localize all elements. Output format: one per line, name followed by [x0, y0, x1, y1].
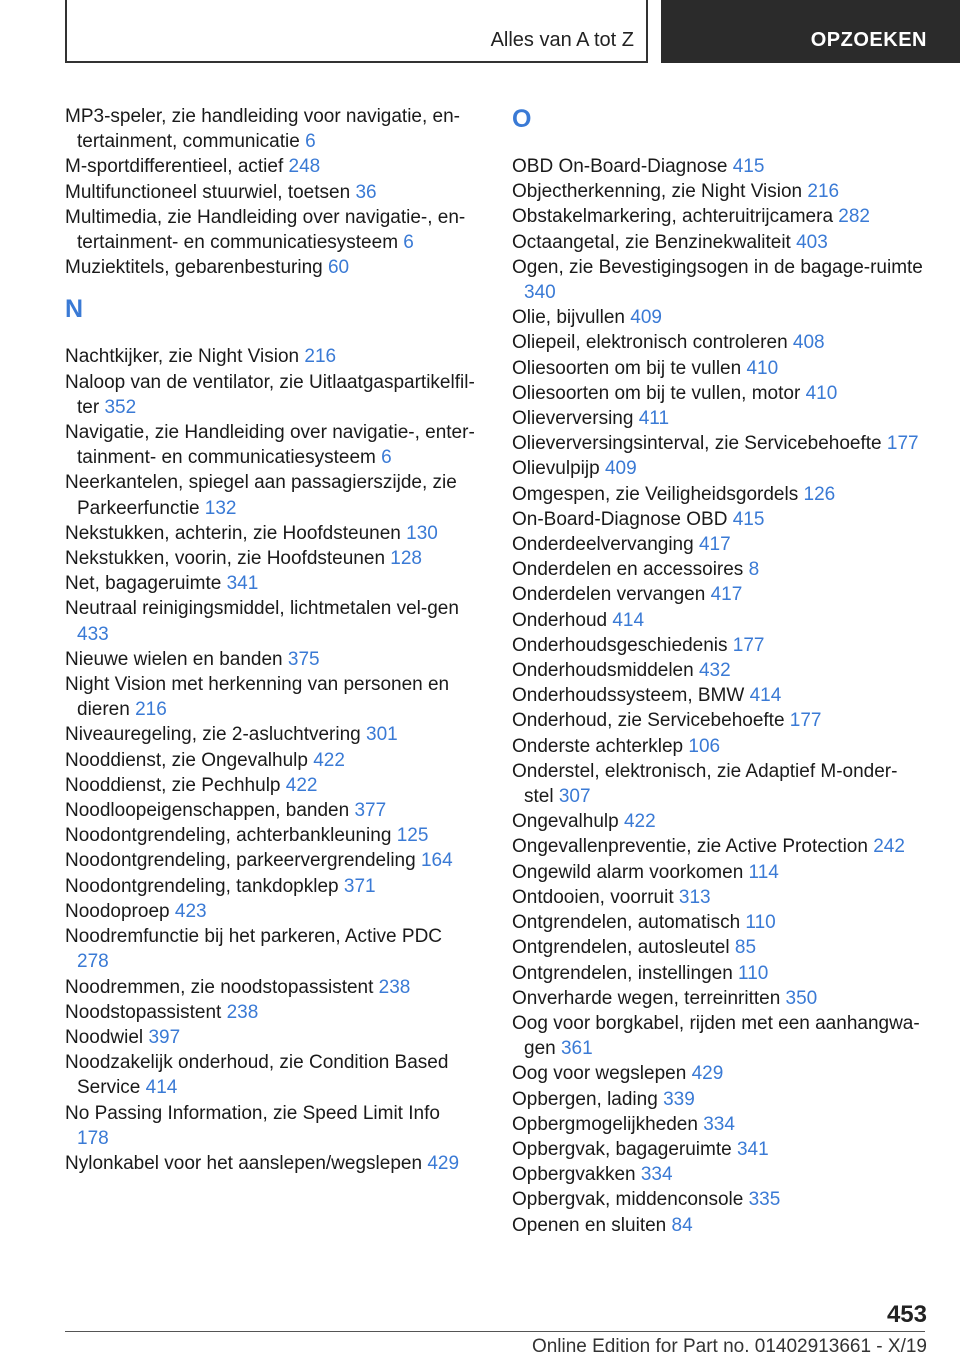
page-link[interactable]: 409 [630, 307, 662, 329]
page-link[interactable]: 335 [748, 1189, 781, 1211]
page-link[interactable]: 301 [366, 724, 398, 746]
index-entry-term: Olieverversing [512, 408, 634, 430]
page-link[interactable]: 410 [746, 357, 779, 379]
index-letter-heading: N [65, 295, 84, 324]
index-entry-term: Noodontgrendeling, achterbankleuning [65, 825, 392, 847]
index-entry-term: Onderstel, elektronisch, zie Adaptief M-onder‐stel [512, 760, 898, 808]
page-link[interactable]: 216 [135, 699, 167, 721]
index-entry-term: Onderdelen vervangen [512, 584, 706, 606]
index-entry-term: Oliesoorten om bij te vullen [512, 357, 742, 379]
page-link[interactable]: 114 [748, 861, 779, 883]
index-entry-term: Nooddienst, zie Pechhulp [65, 774, 281, 796]
index-entry [65, 571, 475, 596]
page-link[interactable]: 409 [604, 458, 637, 480]
index-entry [512, 910, 924, 935]
search-tab[interactable] [661, 0, 960, 63]
index-entry-term: Multimedia, zie Handleiding over navigatie-, en‐tertainment- en communicatiesysteem [65, 206, 466, 254]
index-entry-term: Noodwiel [65, 1026, 144, 1048]
index-entry-term: Noodzakelijk onderhoud, zie Condition Based Service [65, 1052, 449, 1099]
index-entry-term: Onderhoudssysteem, BMW [512, 685, 745, 707]
index-entry-term: Ongewild alarm voorkomen [512, 861, 744, 883]
page-link[interactable]: 411 [638, 408, 670, 430]
page-link[interactable]: 334 [703, 1113, 735, 1135]
index-entry-term: Octaangetal, zie Benzinekwaliteit [512, 231, 791, 253]
index-entry-term: MP3-speler, zie handleiding voor navigatie, en‐tertainment, communicatie [65, 106, 461, 153]
page-link[interactable]: 339 [663, 1088, 695, 1110]
page-link[interactable]: 371 [343, 875, 376, 897]
index-entry [512, 557, 924, 582]
page-link[interactable]: 313 [678, 886, 711, 908]
index-entry [512, 456, 924, 481]
index-entry-term: Niveauregeling, zie 2-asluchtvering [65, 724, 361, 746]
index-entry [512, 154, 924, 179]
footer-divider [65, 1331, 925, 1332]
index-entry [512, 532, 924, 557]
page-number: 453 [886, 1301, 927, 1328]
index-entry [65, 1101, 475, 1151]
index-entry [512, 1162, 924, 1187]
index-entry [512, 507, 924, 532]
index-entry-term: Noodloopeigenschappen, banden [65, 800, 350, 822]
index-entry [512, 633, 924, 658]
index-entry-term: Opbergvak, middenconsole [512, 1189, 744, 1211]
index-entry-term: Opbergmogelijkheden [512, 1113, 698, 1135]
page-link[interactable]: 177 [789, 710, 822, 732]
page-link[interactable]: 84 [671, 1214, 693, 1236]
index-entry-term: Ontgrendelen, instellingen [512, 962, 733, 984]
index-entry-term: Navigatie, zie Handleiding over navigatie-, enter‐tainment- en communicatiesysteem [65, 422, 475, 469]
index-entry-term: On-Board-Diagnose OBD [512, 508, 728, 530]
index-entry-term: Noodremmen, zie noodstopassistent [65, 976, 374, 998]
index-entry-term: Night Vision met herkenning van personen en dieren [65, 674, 450, 721]
index-entry [65, 823, 475, 848]
page-link[interactable]: 106 [688, 735, 721, 757]
index-entry-term: Omgespen, zie Veiligheidsgordels [512, 483, 799, 505]
index-entry [65, 672, 475, 722]
page-link[interactable]: 6 [381, 447, 392, 469]
index-entry [65, 420, 475, 470]
page-link[interactable]: 216 [304, 346, 337, 368]
index-entry [65, 899, 475, 924]
index-entry [65, 647, 475, 672]
index-entry-term: Ontgrendelen, autosleutel [512, 937, 730, 959]
index-entry [512, 255, 924, 305]
index-entry-term: Opbergvak, bagageruimte [512, 1138, 732, 1160]
page-link[interactable]: 429 [691, 1063, 724, 1085]
index-entry [512, 582, 924, 607]
page-link[interactable]: 110 [738, 962, 769, 984]
index-entry [65, 255, 475, 280]
page-link[interactable]: 128 [390, 548, 422, 570]
page-link[interactable]: 375 [287, 648, 320, 670]
page-link[interactable]: 130 [406, 522, 438, 544]
page-link[interactable]: 110 [745, 912, 776, 934]
index-entry [512, 305, 924, 330]
page-link[interactable]: 432 [698, 660, 731, 682]
index-entry-term: Nieuwe wielen en banden [65, 648, 283, 670]
index-entry [512, 330, 924, 355]
index-entry [512, 683, 924, 708]
page-link[interactable]: 6 [403, 232, 414, 254]
page-link[interactable]: 397 [148, 1026, 181, 1048]
index-entry-term: Onderdelen en accessoires [512, 559, 744, 581]
index-entry [65, 848, 475, 873]
index-entry [65, 798, 475, 823]
index-entry [65, 370, 475, 420]
index-entry-term: Noodoproep [65, 900, 170, 922]
index-entry [512, 1213, 924, 1238]
page-link[interactable]: 307 [558, 786, 591, 808]
index-entry [512, 179, 924, 204]
index-entry-term: Opbergen, lading [512, 1088, 658, 1110]
index-entry [512, 381, 924, 406]
index-entry-term: Noodremfunctie bij het parkeren, Active PDC [65, 926, 443, 948]
index-entry-term: Obstakelmarkering, achteruitrijcamera [512, 206, 834, 228]
index-entry-term: Oliepeil, elektronisch controleren [512, 332, 788, 354]
index-entry [512, 935, 924, 960]
index-entry-term: Ontdooien, voorruit [512, 886, 674, 908]
page-link[interactable]: 415 [732, 156, 765, 177]
index-entry [65, 596, 475, 646]
page-link[interactable]: 334 [640, 1164, 673, 1186]
page-link[interactable]: 429 [427, 1152, 460, 1174]
page-link[interactable]: 433 [77, 623, 109, 645]
index-entry-term: Olievulpijp [512, 458, 600, 480]
index-entry-term: Onderste achterklep [512, 735, 684, 757]
index-entry [65, 748, 475, 773]
page-link[interactable]: 278 [77, 951, 109, 973]
index-entry-term: Opbergvakken [512, 1164, 636, 1186]
index-entry-term: Objectherkenning, zie Night Vision [512, 181, 803, 203]
index-entry-term: Noodontgrendeling, tankdopklep [65, 875, 339, 897]
index-entry-term: No Passing Information, zie Speed Limit Info [65, 1102, 440, 1124]
index-entry-term: Onderhoud [512, 609, 608, 631]
index-entry-term: Onderhoud, zie Servicebehoefte [512, 710, 785, 732]
page-link[interactable]: 414 [612, 609, 645, 631]
index-entry [512, 1061, 924, 1086]
index-entry-term: Muziektitels, gebarenbesturing [65, 257, 323, 279]
index-entry [65, 154, 475, 179]
index-entry [512, 658, 924, 683]
index-entry [512, 885, 924, 910]
page-link[interactable]: 282 [838, 206, 870, 228]
index-entry-term: Onderdeelvervanging [512, 534, 694, 556]
index-entry [65, 924, 475, 974]
index-entry [65, 975, 475, 1000]
page-link[interactable]: 422 [623, 811, 656, 833]
index-entry-term: Oliesoorten om bij te vullen, motor [512, 382, 801, 404]
index-entry-term: Nekstukken, achterin, zie Hoofdsteunen [65, 522, 401, 544]
index-entry-term: Onderhoudsgeschiedenis [512, 634, 728, 656]
search-button[interactable]: OPZOEKEN [810, 29, 927, 51]
index-entry-term: Onverharde wegen, terreinritten [512, 987, 781, 1009]
index-entry [512, 834, 924, 859]
index-entry [512, 1112, 924, 1137]
index-entry [65, 205, 475, 255]
index-entry-term: Naloop van de ventilator, zie Uitlaatgaspartikelfil‐ter [65, 371, 475, 418]
index-entry [65, 470, 475, 520]
edition-note: Online Edition for Part no. 01402913661 - X/19 [531, 1336, 927, 1357]
page-link[interactable]: 423 [174, 900, 207, 922]
page-link[interactable]: 178 [77, 1127, 109, 1149]
index-entry-term: Ongevallenpreventie, zie Active Protection [512, 836, 868, 858]
header-tab-left [65, 0, 648, 63]
page-link[interactable]: 422 [313, 749, 345, 771]
page-link[interactable]: 341 [226, 573, 259, 595]
page-link[interactable]: 242 [873, 836, 905, 858]
index-entry-term: Olieverversingsinterval, zie Servicebehoefte [512, 433, 882, 455]
index-entry [512, 860, 924, 885]
index-entry [512, 482, 924, 507]
page-link[interactable]: 341 [736, 1138, 769, 1160]
page-link[interactable]: 238 [226, 1001, 259, 1023]
index-entry [512, 708, 924, 733]
index-entry-term: Multifunctioneel stuurwiel, toetsen [65, 181, 351, 203]
page-link[interactable]: 125 [396, 825, 429, 847]
page-link[interactable]: 377 [354, 800, 387, 822]
index-entry-term: Neutraal reinigingsmiddel, lichtmetalen vel‐gen [65, 598, 459, 620]
page-link[interactable]: 403 [796, 231, 828, 253]
index-entry-term: Onderhoudsmiddelen [512, 660, 694, 682]
index-entry [512, 734, 924, 759]
index-entry [512, 1187, 924, 1212]
page-link[interactable]: 238 [378, 976, 411, 998]
index-entry-term: Oog voor borgkabel, rijden met een aanhangwa‐gen [512, 1012, 920, 1060]
index-entry [512, 1011, 924, 1061]
page-link[interactable]: 414 [145, 1077, 178, 1099]
index-entry [512, 809, 924, 834]
index-entry-term: Olie, bijvullen [512, 307, 625, 329]
index-entry [65, 1025, 475, 1050]
page-link[interactable]: 132 [204, 497, 237, 519]
page-link[interactable]: 361 [560, 1038, 593, 1060]
page-link[interactable]: 216 [807, 181, 840, 203]
index-entry [512, 759, 924, 809]
section-title: Alles van A tot Z [490, 29, 634, 51]
page-link[interactable]: 340 [524, 282, 556, 304]
page-link[interactable]: 60 [327, 257, 350, 279]
index-entry-term: Ontgrendelen, automatisch [512, 912, 741, 934]
index-column-left [65, 104, 475, 1176]
index-entry [65, 874, 475, 899]
index-entry [512, 608, 924, 633]
page-link[interactable]: 6 [305, 131, 316, 153]
index-entry-term: Noodstopassistent [65, 1001, 222, 1023]
index-letter-heading: O [512, 105, 532, 133]
index-entry [512, 431, 924, 456]
index-entry-term: Noodontgrendeling, parkeervergrendeling [65, 850, 416, 872]
index-entry [512, 961, 924, 986]
index-entry [512, 356, 924, 381]
page-link[interactable]: 415 [732, 508, 765, 530]
index-entry [512, 230, 924, 255]
index-entry [65, 1151, 475, 1176]
page-link[interactable]: 85 [734, 937, 757, 959]
page-link[interactable]: 352 [104, 396, 137, 418]
index-entry-term: Oog voor wegslepen [512, 1063, 687, 1085]
index-entry [65, 722, 475, 747]
index-entry [65, 546, 475, 571]
index-entry-term: Nachtkijker, zie Night Vision [65, 346, 300, 368]
index-entry [65, 344, 475, 369]
index-entry-term: Openen en sluiten [512, 1214, 667, 1236]
page-link[interactable]: 248 [288, 156, 321, 178]
page-link[interactable]: 422 [285, 774, 318, 796]
page-link[interactable]: 8 [748, 559, 760, 581]
index-entry [512, 1137, 924, 1162]
index-entry-term: Net, bagageruimte [65, 573, 222, 595]
page-link[interactable]: 410 [805, 382, 838, 404]
index-entry [65, 773, 475, 798]
page-link[interactable]: 408 [792, 332, 825, 354]
index-entry [512, 204, 924, 229]
page-link[interactable]: 417 [698, 534, 731, 556]
index-entry [65, 1000, 475, 1025]
page-link[interactable]: 36 [355, 181, 377, 203]
index-entry [65, 521, 475, 546]
index-entry-term: Nekstukken, voorin, zie Hoofdsteunen [65, 548, 386, 570]
index-entry-term: Neerkantelen, spiegel aan passagierszijde, zie Parkeerfunctie [65, 472, 457, 519]
index-entry-term: Nooddienst, zie Ongevalhulp [65, 749, 308, 771]
index-entry [512, 406, 924, 431]
page-link[interactable]: 414 [749, 685, 782, 707]
index-column-right [512, 104, 924, 1238]
page-link[interactable]: 126 [803, 483, 836, 505]
page-link[interactable]: 417 [710, 584, 743, 606]
index-entry [65, 1050, 475, 1100]
index-entry-term: Ongevalhulp [512, 811, 619, 833]
index-entry-term: Nylonkabel voor het aanslepen/wegslepen [65, 1152, 423, 1174]
index-entry [65, 180, 475, 205]
index-entry-term: Ogen, zie Bevestigingsogen in de bagage‐ruimte [512, 256, 923, 278]
page-link[interactable]: 350 [785, 987, 818, 1009]
page-link[interactable]: 177 [732, 634, 765, 656]
page-link[interactable]: 177 [886, 433, 919, 455]
index-entry [512, 1087, 924, 1112]
page-link[interactable]: 164 [420, 850, 453, 872]
index-entry [512, 986, 924, 1011]
index-entry [65, 104, 475, 154]
index-entry-term: M-sportdifferentieel, actief [65, 156, 284, 178]
index-entry-term: OBD On-Board-Diagnose [512, 156, 728, 177]
